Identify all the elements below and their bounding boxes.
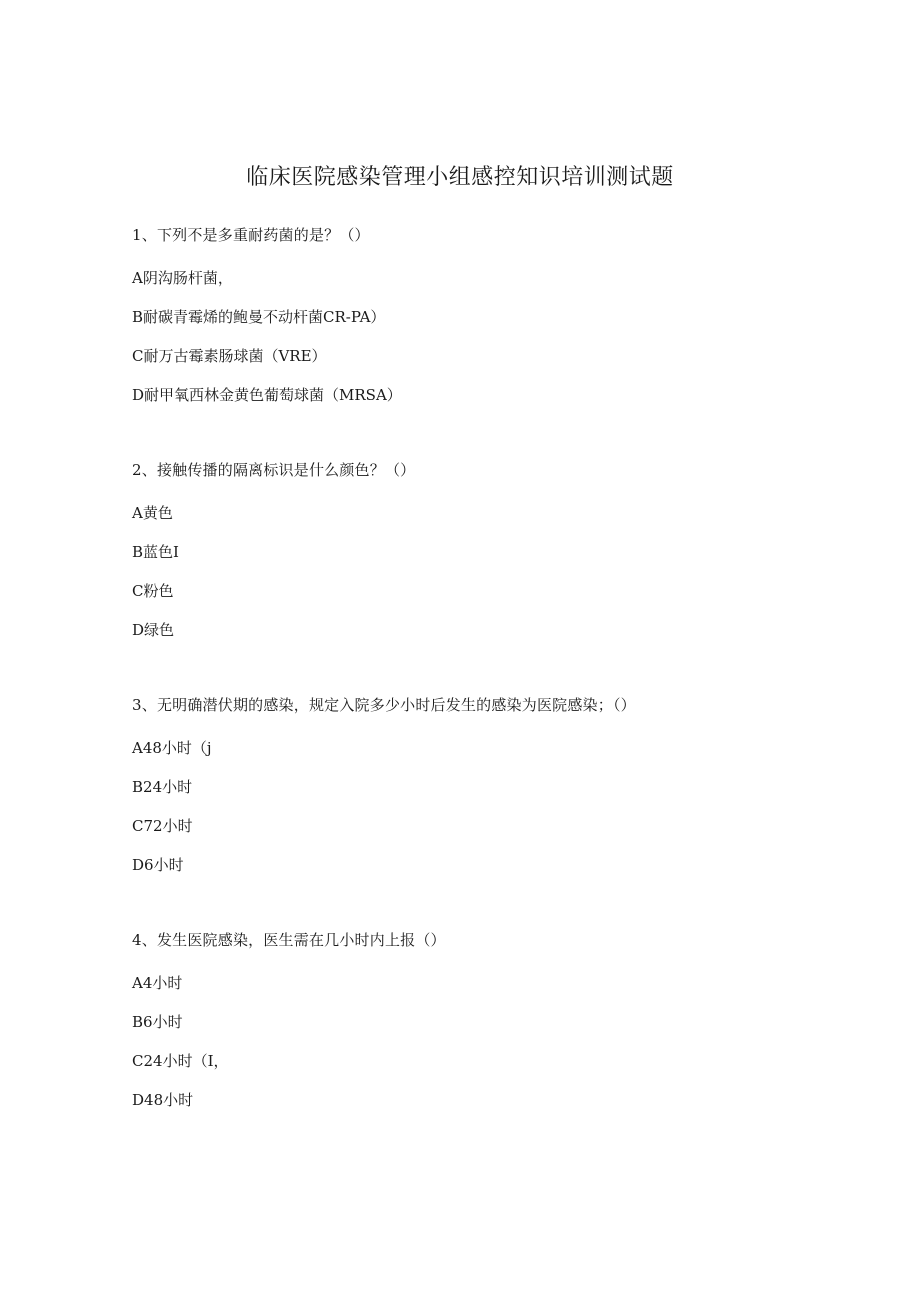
question-stem: 1、下列不是多重耐药菌的是？（） <box>132 226 370 244</box>
answer-option: C粉色 <box>132 582 174 600</box>
question-stem: 2、接触传播的隔离标识是什么颜色？（） <box>132 461 416 479</box>
answer-option: D48小时 <box>132 1091 194 1109</box>
answer-option: A阴沟肠杆菌， <box>132 269 233 287</box>
answer-option: D绿色 <box>132 621 175 639</box>
answer-option: C耐万古霉素肠球菌（VRE） <box>132 347 327 365</box>
answer-option: B蓝色I <box>132 543 179 561</box>
answer-option: C72小时 <box>132 817 193 835</box>
answer-option: A黄色 <box>132 504 173 522</box>
answer-option: C24小时（I， <box>132 1052 229 1070</box>
answer-option: A48小时（j <box>132 739 212 757</box>
answer-option: B耐碳青霉烯的鲍曼不动杆菌CR-PA） <box>132 308 386 326</box>
question-stem: 3、无明确潜伏期的感染，规定入院多少小时后发生的感染为医院感染；（） <box>132 696 636 714</box>
question-stem: 4、发生医院感染，医生需在几小时内上报（） <box>132 931 446 949</box>
answer-option: B24小时 <box>132 778 193 796</box>
answer-option: B6小时 <box>132 1013 183 1031</box>
answer-option: D6小时 <box>132 856 184 874</box>
answer-option: D耐甲氧西林金黄色葡萄球菌（MRSA） <box>132 386 402 404</box>
answer-option: A4小时 <box>132 974 183 992</box>
document-title: 临床医院感染管理小组感控知识培训测试题 <box>246 165 674 190</box>
